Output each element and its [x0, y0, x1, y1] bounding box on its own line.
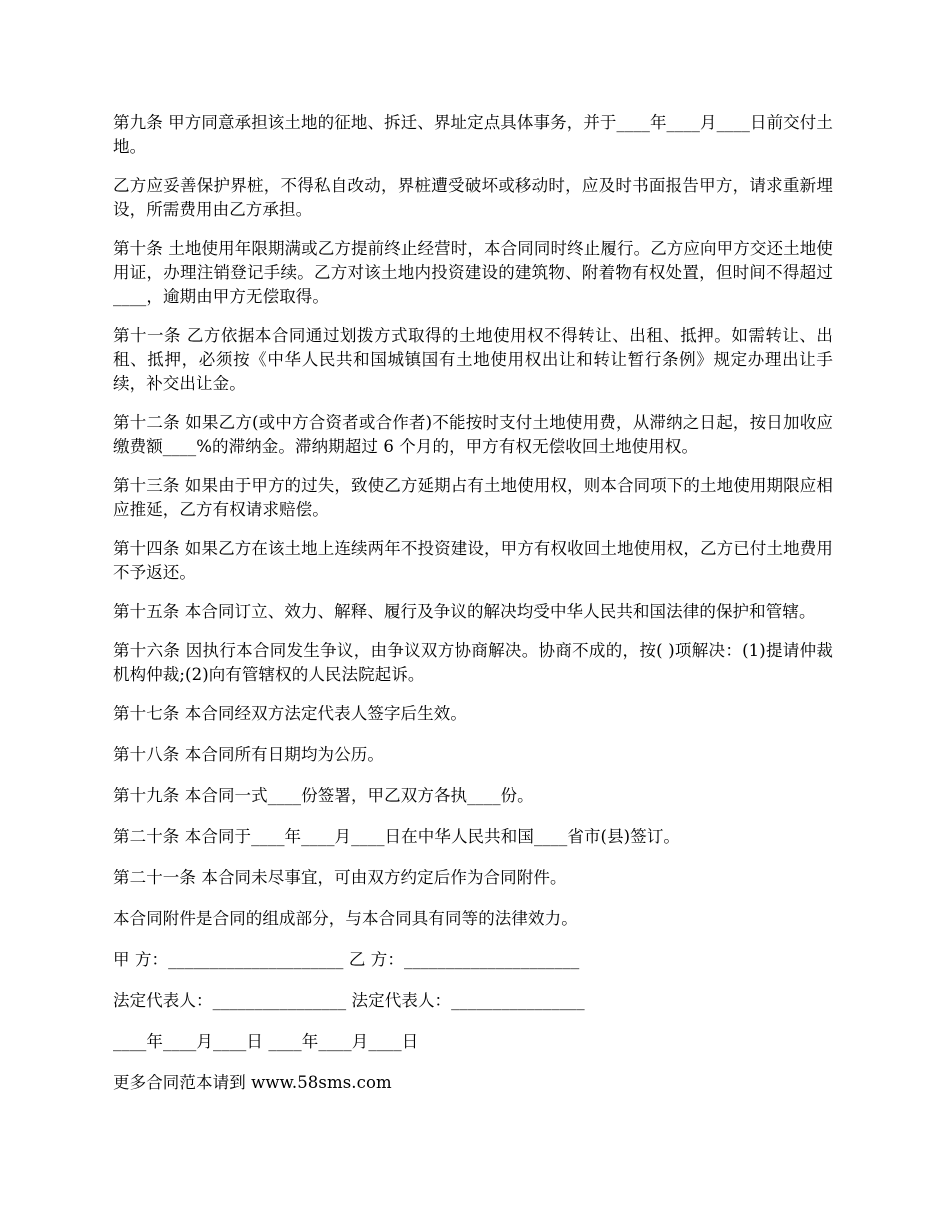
clause-12: 第十二条 如果乙方(或中方合资者或合作者)不能按时支付土地使用费，从滞纳之日起，按日加收应缴费额____%的滞纳金。滞纳期超过 6 个月的，甲方有权无偿收回土地使用权。: [113, 413, 833, 456]
clause-9-boundary-marker: 乙方应妥善保护界桩，不得私自改动，界桩遭受破坏或移动时，应及时书面报告甲方，请求重新埋设，所需费用由乙方承担。: [113, 176, 833, 219]
clause-19: 第十九条 本合同一式____份签署，甲乙双方各执____份。: [113, 786, 534, 805]
clause-11: 第十一条 乙方依据本合同通过划拨方式取得的土地使用权不得转让、出租、抵押。如需转让、出租、抵押，必须按《中华人民共和国城镇国有土地使用权出让和转让暂行条例》规定办理出让手续，补交出让金。: [113, 326, 833, 393]
clause-20: 第二十条 本合同于____年____月____日在中华人民共和国____省市(县)签订。: [113, 827, 681, 846]
clause-16: 第十六条 因执行本合同发生争议，由争议双方协商解决。协商不成的，按( )项解决：(1)提请仲裁机构仲裁;(2)向有管辖权的人民法院起诉。: [113, 641, 833, 684]
clause-21: 第二十一条 本合同未尽事宜，可由双方约定后作为合同附件。: [113, 868, 567, 887]
clause-18: 第十八条 本合同所有日期均为公历。: [113, 745, 384, 764]
clause-17: 第十七条 本合同经双方法定代表人签字后生效。: [113, 704, 467, 723]
signature-representative-line: 法定代表人：________________ 法定代表人：________________: [113, 991, 585, 1010]
footer-link-text: 更多合同范本请到 www.58sms.com: [113, 1073, 392, 1092]
clause-15: 第十五条 本合同订立、效力、解释、履行及争议的解决均受中华人民共和国法律的保护和管辖。: [113, 602, 816, 621]
signature-party-line: 甲 方：_____________________ 乙 方：_____________________: [113, 950, 580, 969]
signature-date-line: ____年____月____日 ____年____月____日: [113, 1032, 419, 1051]
clause-14: 第十四条 如果乙方在该土地上连续两年不投资建设，甲方有权收回土地使用权，乙方已付土地费用不予返还。: [113, 539, 833, 582]
clause-9: 第九条 甲方同意承担该土地的征地、拆迁、界址定点具体事务，并于____年____月____日前交付土地。: [113, 113, 833, 156]
clause-10: 第十条 土地使用年限期满或乙方提前终止经营时，本合同同时终止履行。乙方应向甲方交还土地使用证，办理注销登记手续。乙方对该土地内投资建设的建筑物、附着物有权处置，但时间不得超过____，逾期由甲方无偿取得。: [113, 239, 833, 306]
clause-13: 第十三条 如果由于甲方的过失，致使乙方延期占有土地使用权，则本合同项下的土地使用期限应相应推延，乙方有权请求赔偿。: [113, 476, 833, 519]
contract-page: [113, 111, 833, 1112]
attachment-clause: 本合同附件是合同的组成部分，与本合同具有同等的法律效力。: [113, 909, 578, 928]
